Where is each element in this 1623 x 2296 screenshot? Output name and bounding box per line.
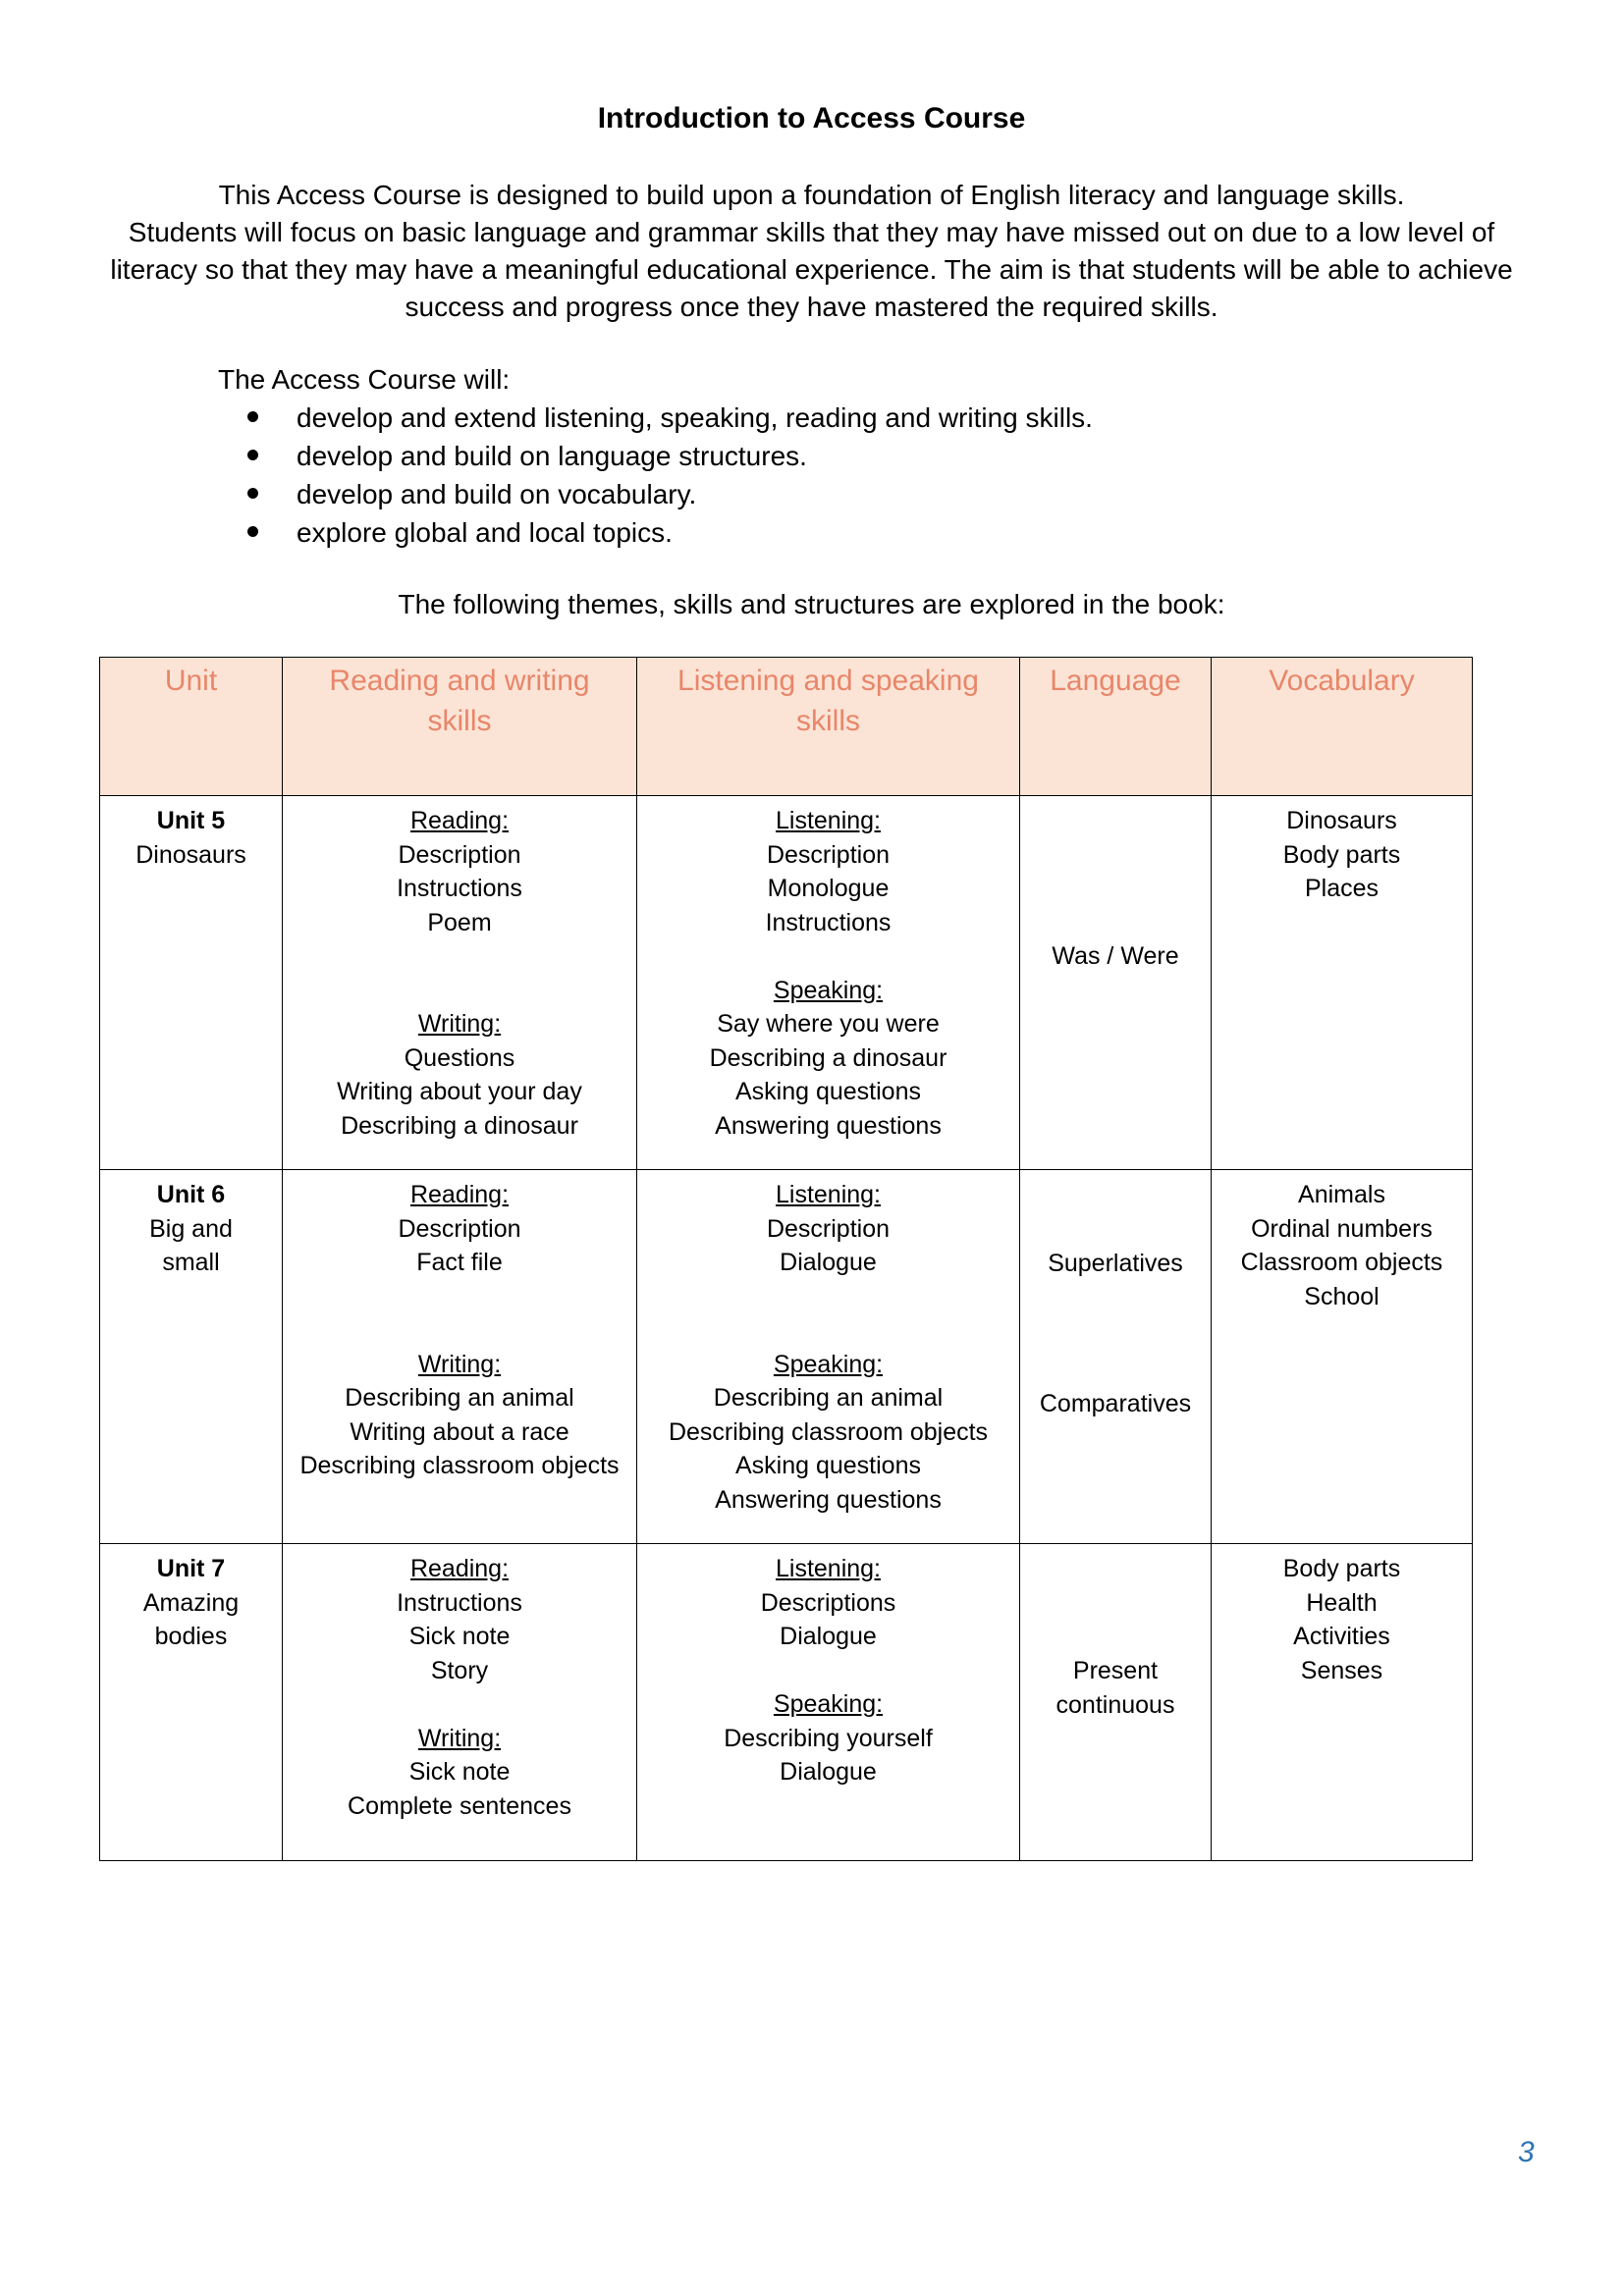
listening-item: Dialogue xyxy=(780,1249,877,1276)
language-item: Superlatives xyxy=(1048,1250,1183,1277)
writing-item: Describing an animal xyxy=(345,1384,574,1412)
vocabulary-cell xyxy=(1212,796,1473,1170)
writing-item: Writing about a race xyxy=(350,1417,569,1446)
vocabulary-item: Body parts xyxy=(1282,1555,1401,1582)
speaking-item: Describing an animal xyxy=(713,1384,944,1412)
header-language: Language xyxy=(1020,658,1212,796)
list-item xyxy=(245,475,1093,513)
language-cell xyxy=(1020,1170,1212,1544)
language-cell xyxy=(1020,796,1212,1170)
speaking-item: Describing a dinosaur xyxy=(709,1043,947,1072)
vocabulary-item: Places xyxy=(1304,875,1380,902)
language-item: Comparatives xyxy=(1039,1389,1192,1417)
reading-item: Description xyxy=(398,840,521,869)
reading-item: Story xyxy=(430,1656,489,1684)
listening-item: Description xyxy=(766,840,891,869)
intro-paragraph xyxy=(98,177,1525,326)
listening-speaking-cell xyxy=(637,1170,1020,1544)
speaking-item: Describing yourself xyxy=(724,1724,933,1752)
unit-label: Unit 6 xyxy=(156,1181,226,1208)
speaking-heading: Speaking: xyxy=(773,1690,884,1718)
reading-item: Fact file xyxy=(416,1249,503,1276)
page-title: Introduction to Access Course xyxy=(597,102,1026,134)
listening-speaking-cell xyxy=(637,1544,1020,1861)
language-cell xyxy=(1020,1544,1212,1861)
header-vocabulary: Vocabulary xyxy=(1212,658,1473,796)
vocabulary-item: Dinosaurs xyxy=(1286,807,1397,834)
vocabulary-item: Animals xyxy=(1298,1181,1385,1208)
vocabulary-item: Ordinal numbers xyxy=(1251,1214,1433,1243)
course-will-label: The Access Course will: xyxy=(218,364,511,395)
listening-item: Dialogue xyxy=(780,1623,877,1650)
vocabulary-item: Classroom objects xyxy=(1240,1249,1443,1276)
writing-item: Writing about your day xyxy=(337,1078,582,1105)
reading-writing-cell xyxy=(283,1170,637,1544)
unit-label: Unit 7 xyxy=(156,1555,226,1582)
language-item: Present xyxy=(1072,1657,1159,1684)
vocabulary-item: Body parts xyxy=(1282,840,1401,869)
reading-heading: Reading: xyxy=(409,807,510,834)
list-item xyxy=(245,437,1093,475)
intro-line: literacy so that they may have a meaningful educational experience. The aim is that students will be able to achieve xyxy=(110,254,1513,285)
themes-table xyxy=(99,657,1473,1861)
unit-label: Unit 5 xyxy=(156,807,226,834)
speaking-item: Dialogue xyxy=(780,1758,877,1786)
page-number: 3 xyxy=(1518,2136,1535,2168)
header-listening-speaking: Listening and speaking skills xyxy=(637,658,1020,796)
speaking-item: Answering questions xyxy=(715,1485,942,1514)
unit-cell xyxy=(100,1170,283,1544)
listening-heading: Listening: xyxy=(775,1181,882,1208)
reading-writing-cell xyxy=(283,796,637,1170)
list-item xyxy=(245,513,1093,552)
listening-item: Instructions xyxy=(765,908,892,936)
vocabulary-cell xyxy=(1212,1544,1473,1861)
bullet-icon xyxy=(247,488,258,499)
unit-cell xyxy=(100,796,283,1170)
unit-name: Big and xyxy=(149,1214,233,1243)
listening-heading: Listening: xyxy=(775,807,882,834)
vocabulary-item: Activities xyxy=(1293,1623,1390,1650)
table-row xyxy=(100,796,1473,1170)
header-reading-writing: Reading and writing skills xyxy=(283,658,637,796)
writing-heading: Writing: xyxy=(417,1350,502,1378)
unit-name: Amazing xyxy=(142,1588,240,1617)
reading-item: Poem xyxy=(427,908,492,936)
table-row xyxy=(100,1544,1473,1861)
writing-item: Complete sentences xyxy=(348,1791,571,1820)
writing-item: Questions xyxy=(404,1043,515,1072)
unit-name: small xyxy=(162,1249,220,1276)
writing-item: Sick note xyxy=(408,1758,511,1786)
listening-item: Description xyxy=(766,1214,891,1243)
vocabulary-item: School xyxy=(1304,1282,1380,1310)
speaking-item: Describing classroom objects xyxy=(668,1417,989,1446)
reading-item: Instructions xyxy=(397,1588,522,1617)
writing-heading: Writing: xyxy=(417,1724,502,1752)
listening-heading: Listening: xyxy=(775,1555,882,1582)
reading-item: Instructions xyxy=(397,875,522,902)
list-item-text: develop and extend listening, speaking, reading and writing skills. xyxy=(297,402,1093,433)
reading-item: Sick note xyxy=(408,1623,511,1650)
reading-heading: Reading: xyxy=(409,1555,510,1582)
table-header-row xyxy=(100,658,1473,796)
bullet-icon xyxy=(247,450,258,460)
language-item: Was / Were xyxy=(1052,942,1179,970)
language-item: continuous xyxy=(1055,1690,1175,1719)
bullet-icon xyxy=(247,526,258,537)
bullet-icon xyxy=(247,411,258,422)
list-item xyxy=(245,399,1093,437)
writing-heading: Writing: xyxy=(417,1010,502,1038)
unit-cell xyxy=(100,1544,283,1861)
table-intro-text: The following themes, skills and structures are explored in the book: xyxy=(398,589,1225,619)
reading-item: Description xyxy=(398,1214,521,1243)
unit-name: Dinosaurs xyxy=(135,840,246,869)
speaking-item: Say where you were xyxy=(717,1010,940,1038)
listening-speaking-cell xyxy=(637,796,1020,1170)
reading-writing-cell xyxy=(283,1544,637,1861)
vocabulary-item: Health xyxy=(1306,1588,1378,1617)
speaking-item: Asking questions xyxy=(734,1078,921,1105)
speaking-heading: Speaking: xyxy=(773,976,884,1004)
speaking-item: Asking questions xyxy=(734,1452,921,1479)
reading-heading: Reading: xyxy=(409,1181,510,1208)
vocabulary-cell xyxy=(1212,1170,1473,1544)
intro-line: Students will focus on basic language and grammar skills that they may have missed out on due to a low level of xyxy=(128,217,1495,247)
speaking-item: Answering questions xyxy=(715,1111,942,1140)
intro-line: This Access Course is designed to build upon a foundation of English literacy and language skills. xyxy=(218,180,1405,210)
writing-item: Describing a dinosaur xyxy=(341,1111,578,1140)
vocabulary-item: Senses xyxy=(1300,1656,1383,1684)
list-item-text: develop and build on vocabulary. xyxy=(297,479,697,509)
list-item-text: explore global and local topics. xyxy=(297,517,673,548)
table-row xyxy=(100,1170,1473,1544)
unit-name: bodies xyxy=(154,1623,228,1650)
course-goals-list xyxy=(245,399,1093,552)
speaking-heading: Speaking: xyxy=(773,1350,884,1378)
writing-item: Describing classroom objects xyxy=(299,1452,620,1479)
listening-item: Monologue xyxy=(767,875,890,902)
listening-item: Descriptions xyxy=(760,1588,896,1617)
list-item-text: develop and build on language structures. xyxy=(297,441,807,471)
intro-line: success and progress once they have mastered the required skills. xyxy=(405,292,1218,322)
header-unit: Unit xyxy=(100,658,283,796)
